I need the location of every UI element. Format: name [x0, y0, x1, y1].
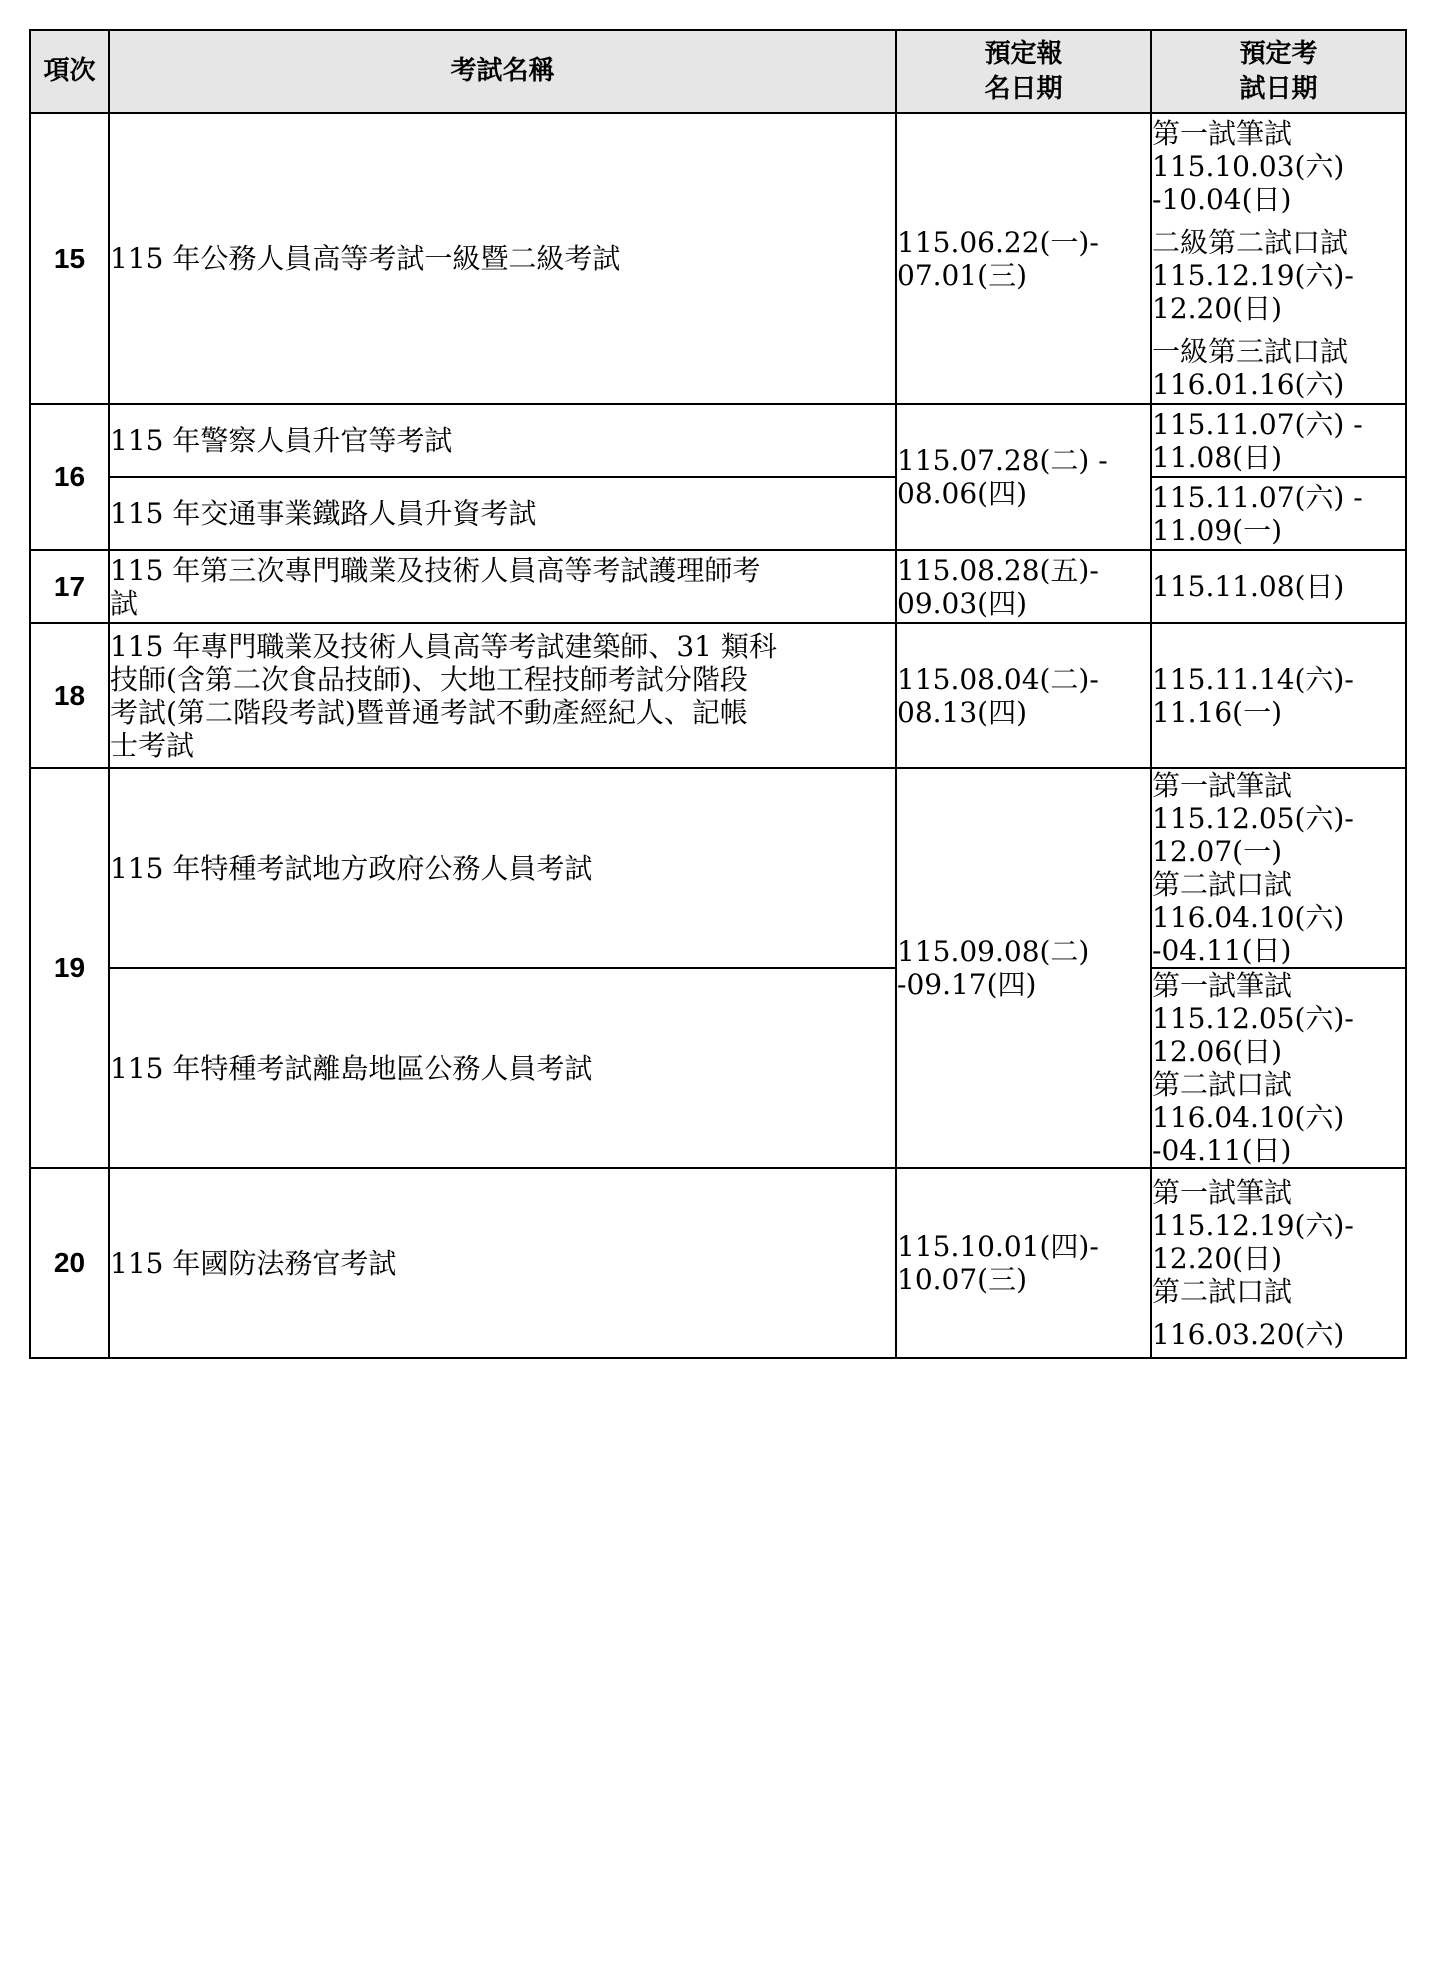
- date-line: 07.01(三): [897, 258, 1028, 292]
- table-row: [30, 1168, 1406, 1358]
- header-exam-date: [1151, 30, 1406, 113]
- date-line: -04.11(日): [1152, 1134, 1292, 1167]
- date-line: 115.06.22(一)-: [897, 225, 1099, 259]
- date-line: 第二試口試: [1152, 1068, 1293, 1101]
- item-number: 17: [30, 550, 109, 623]
- date-line: 11.08(日): [1152, 440, 1283, 474]
- date-line: 115.12.19(六)-: [1152, 258, 1354, 292]
- table-row: [30, 113, 1406, 404]
- name-line: 115 年專門職業及技術人員高等考試建築師、31 類科: [110, 629, 777, 663]
- date-line: 10.07(三): [897, 1263, 1028, 1296]
- registration-date: [896, 550, 1151, 623]
- header-line: 預定報: [984, 38, 1063, 69]
- exam-date: [1151, 968, 1406, 1168]
- date-line: 12.07(一): [1152, 835, 1283, 868]
- date-line: 115.08.04(二)-: [897, 662, 1099, 696]
- date-line: 第二試口試: [1152, 1274, 1293, 1308]
- date-line: 116.01.16(六): [1152, 367, 1345, 401]
- exam-name: [109, 550, 896, 623]
- exam-date: [1151, 404, 1406, 477]
- exam-date: [1151, 768, 1406, 968]
- header-line: 預定考: [1239, 38, 1318, 69]
- exam-date: 115.11.08(日): [1151, 550, 1406, 623]
- table-row: [30, 968, 1406, 1168]
- date-line: 115.08.28(五)-: [897, 553, 1099, 587]
- table-row: [30, 404, 1406, 477]
- exam-name: 115 年特種考試地方政府公務人員考試: [109, 768, 896, 968]
- date-line: 08.13(四): [897, 695, 1028, 729]
- date-line: 115.11.14(六)-: [1152, 662, 1354, 696]
- date-line: 116.04.10(六): [1152, 1101, 1345, 1134]
- date-line: 11.16(一): [1152, 695, 1283, 729]
- exam-date: [1151, 623, 1406, 768]
- date-line: 12.20(日): [1152, 291, 1283, 325]
- name-line: 考試(第二階段考試)暨普通考試不動產經紀人、記帳: [110, 695, 748, 729]
- date-line: 09.03(四): [897, 586, 1028, 620]
- item-number: 19: [30, 768, 109, 1168]
- exam-name: 115 年警察人員升官等考試: [109, 404, 896, 477]
- date-line: -04.11(日): [1152, 934, 1292, 967]
- exam-name: 115 年交通事業鐵路人員升資考試: [109, 477, 896, 550]
- registration-date: [896, 404, 1151, 550]
- item-number: 15: [30, 113, 109, 404]
- registration-date: [896, 1168, 1151, 1358]
- date-line: 第二試口試: [1152, 868, 1293, 901]
- name-line: 試: [110, 586, 139, 620]
- date-line: 116.04.10(六): [1152, 901, 1345, 934]
- date-line: 12.20(日): [1152, 1241, 1283, 1275]
- table-row: [30, 623, 1406, 768]
- date-line: 115.12.19(六)-: [1152, 1208, 1354, 1242]
- exam-date: [1151, 1168, 1406, 1358]
- date-line: 115.09.08(二): [897, 935, 1090, 968]
- registration-date: [896, 113, 1151, 404]
- date-line: 08.06(四): [897, 477, 1028, 510]
- date-line: 12.06(日): [1152, 1035, 1283, 1068]
- date-line: 115.12.05(六)-: [1152, 1002, 1354, 1035]
- table-row: [30, 550, 1406, 623]
- date-line: -09.17(四): [897, 968, 1037, 1001]
- exam-name: 115 年特種考試離島地區公務人員考試: [109, 968, 896, 1168]
- header-row: [30, 30, 1406, 113]
- date-line: 115.07.28(二) -: [897, 444, 1108, 477]
- date-line: 115.10.03(六): [1152, 149, 1345, 183]
- name-line: 技師(含第二次食品技師)、大地工程技師考試分階段: [110, 662, 748, 696]
- table-row: [30, 477, 1406, 550]
- date-line: 115.10.01(四)-: [897, 1230, 1099, 1263]
- exam-name: [109, 623, 896, 768]
- exam-date: [1151, 113, 1406, 404]
- exam-date: [1151, 477, 1406, 550]
- date-line: 第一試筆試: [1152, 969, 1293, 1002]
- name-line: 士考試: [110, 728, 195, 762]
- exam-schedule-table: [29, 29, 1407, 1359]
- date-line: 115.11.07(六) -: [1152, 480, 1363, 514]
- item-number: 16: [30, 404, 109, 550]
- exam-name: 115 年公務人員高等考試一級暨二級考試: [109, 113, 896, 404]
- header-registration-date: [896, 30, 1151, 113]
- date-line: 第一試筆試: [1152, 1175, 1293, 1209]
- date-line: 116.03.20(六): [1152, 1317, 1345, 1351]
- registration-date: [896, 623, 1151, 768]
- date-line: 第一試筆試: [1152, 769, 1293, 802]
- exam-name: 115 年國防法務官考試: [109, 1168, 896, 1358]
- date-line: 115.11.07(六) -: [1152, 407, 1363, 441]
- date-line: 115.12.05(六)-: [1152, 802, 1354, 835]
- header-line: 試日期: [1239, 73, 1318, 104]
- header-line: 名日期: [984, 73, 1063, 104]
- date-line: 11.09(一): [1152, 513, 1283, 547]
- table-row: [30, 768, 1406, 968]
- date-line: -10.04(日): [1152, 182, 1292, 216]
- date-line: 一級第三試口試: [1152, 334, 1349, 368]
- header-exam-name: 考試名稱: [109, 30, 896, 113]
- item-number: 18: [30, 623, 109, 768]
- header-item-no: 項次: [30, 30, 109, 113]
- date-line: 第一試筆試: [1152, 116, 1293, 150]
- name-line: 115 年第三次專門職業及技術人員高等考試護理師考: [110, 553, 761, 587]
- item-number: 20: [30, 1168, 109, 1358]
- date-line: 二級第二試口試: [1152, 225, 1349, 259]
- registration-date: [896, 768, 1151, 1168]
